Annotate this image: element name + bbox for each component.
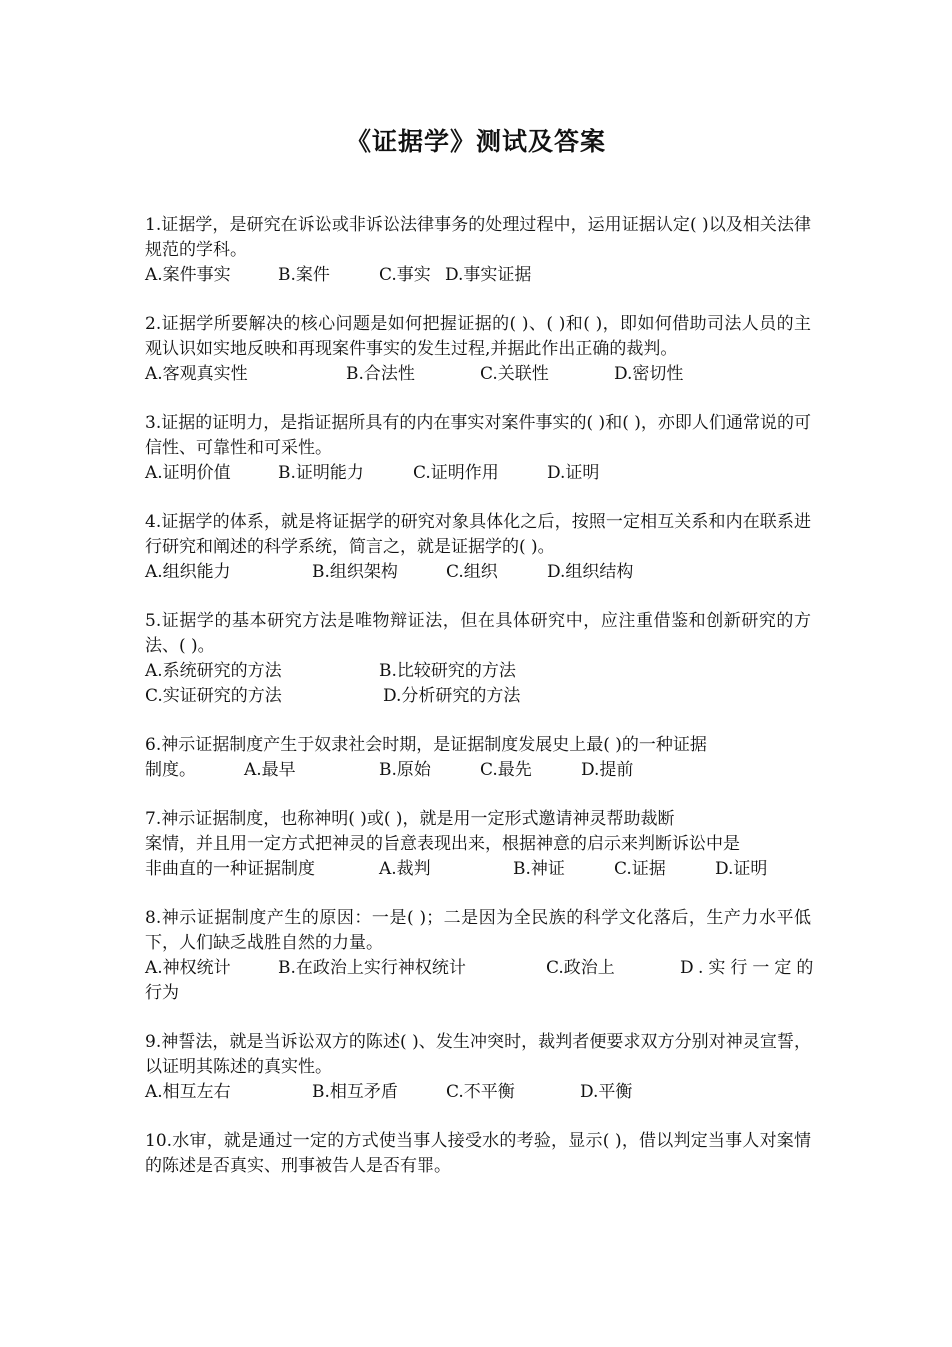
option-d: D.实行一定的 xyxy=(680,958,819,978)
question-9-options xyxy=(145,1080,811,1105)
question-5 xyxy=(145,609,811,709)
option-a: A.神权统计 xyxy=(145,958,231,978)
question-4 xyxy=(145,510,811,585)
page-title: 《证据学》测试及答案 xyxy=(345,127,606,156)
option-c: C.证据 xyxy=(614,859,666,879)
question-10-text: 10.水审，就是通过一定的方式使当事人接受水的考验，显示( )，借以判定当事人对案情的陈述是否真实、刑事被告人是否有罪。 xyxy=(145,1131,811,1176)
question-9 xyxy=(145,1030,811,1105)
option-b: B.相互矛盾 xyxy=(312,1082,398,1102)
option-b: B.神证 xyxy=(513,859,565,879)
question-3-options xyxy=(145,461,811,486)
question-3-text: 3.证据的证明力，是指证据所具有的内在事实对案件事实的( )和( )，亦即人们通常说的可信性、可靠性和可采性。 xyxy=(145,413,811,458)
option-c: C.最先 xyxy=(480,760,532,780)
question-6-options xyxy=(145,758,811,783)
question-7-text-line-2: 案情，并且用一定方式把神灵的旨意表现出来，根据神意的启示来判断诉讼中是 xyxy=(145,834,740,854)
question-1-options xyxy=(145,263,811,288)
question-8 xyxy=(145,906,819,1006)
question-list xyxy=(145,213,819,1203)
question-2-text: 2.证据学所要解决的核心问题是如何把握证据的( )、( )和( )，即如何借助司法人员的主观认识如实地反映和再现案件事实的发生过程,并据此作出正确的裁判。 xyxy=(145,314,811,359)
question-9-text: 9.神誓法，就是当诉讼双方的陈述( )、发生冲突时，裁判者便要求双方分别对神灵宣誓，以证明其陈述的真实性。 xyxy=(145,1032,811,1077)
option-b: B.比较研究的方法 xyxy=(379,661,516,681)
question-3 xyxy=(145,411,811,486)
question-6-text-line-2: 制度。 xyxy=(145,760,196,780)
option-a: A.系统研究的方法 xyxy=(145,661,282,681)
option-b: B.案件 xyxy=(278,265,330,285)
question-2-options xyxy=(145,362,811,387)
option-c: C.证明作用 xyxy=(413,463,499,483)
question-8-text: 8.神示证据制度产生的原因：一是( )；二是因为全民族的科学文化落后，生产力水平低下，人们缺乏战胜自然的力量。 xyxy=(145,908,811,953)
question-1-text: 1.证据学，是研究在诉讼或非诉讼法律事务的处理过程中，运用证据认定( )以及相关法律规范的学科。 xyxy=(145,215,811,260)
option-a: A.组织能力 xyxy=(145,562,231,582)
option-d: D.证明 xyxy=(715,859,768,879)
option-b: B.在政治上实行神权统计 xyxy=(278,958,466,978)
question-4-text: 4.证据学的体系，就是将证据学的研究对象具体化之后，按照一定相互关系和内在联系进行研究和阐述的科学系统，简言之，就是证据学的( )。 xyxy=(145,512,811,557)
option-b: B.组织架构 xyxy=(312,562,398,582)
question-2 xyxy=(145,312,811,387)
option-c: C.事实 xyxy=(379,265,431,285)
question-5-text: 5.证据学的基本研究方法是唯物辩证法，但在具体研究中，应注重借鉴和创新研究的方法、( )。 xyxy=(145,611,811,656)
option-c: C.组织 xyxy=(446,562,498,582)
option-b: B.证明能力 xyxy=(278,463,364,483)
option-c: C.政治上 xyxy=(546,958,615,978)
option-c: C.关联性 xyxy=(480,364,549,384)
question-5-options-row-1 xyxy=(145,659,811,684)
question-8-option-d-tail: 行为 xyxy=(145,983,179,1003)
question-7-text-line-3: 非曲直的一种证据制度 xyxy=(145,859,315,879)
option-c: C.不平衡 xyxy=(446,1082,515,1102)
option-d: D.证明 xyxy=(547,463,600,483)
option-a: A.客观真实性 xyxy=(145,364,248,384)
option-a: A.裁判 xyxy=(379,859,431,879)
option-d: D.平衡 xyxy=(580,1082,633,1102)
question-10 xyxy=(145,1129,811,1179)
question-6 xyxy=(145,733,811,783)
option-a: A.最早 xyxy=(244,760,296,780)
option-c: C.实证研究的方法 xyxy=(145,686,282,706)
question-4-options xyxy=(145,560,811,585)
option-d: D.密切性 xyxy=(614,364,684,384)
option-b: B.合法性 xyxy=(346,364,415,384)
question-7 xyxy=(145,807,811,882)
option-d: D.提前 xyxy=(581,760,634,780)
question-5-options-row-2 xyxy=(145,684,811,709)
option-d: D.分析研究的方法 xyxy=(383,686,521,706)
option-d: D.事实证据 xyxy=(445,265,532,285)
option-b: B.原始 xyxy=(379,760,431,780)
question-8-options xyxy=(145,956,819,981)
question-1 xyxy=(145,213,811,288)
option-a: A.相互左右 xyxy=(145,1082,231,1102)
question-7-options xyxy=(145,857,811,882)
option-a: A.案件事实 xyxy=(145,265,231,285)
question-7-text-line-1: 7.神示证据制度，也称神明( )或( )，就是用一定形式邀请神灵帮助裁断 xyxy=(145,809,675,829)
question-6-text-line-1: 6.神示证据制度产生于奴隶社会时期，是证据制度发展史上最( )的一种证据 xyxy=(145,735,707,755)
option-d: D.组织结构 xyxy=(547,562,634,582)
option-a: A.证明价值 xyxy=(145,463,231,483)
